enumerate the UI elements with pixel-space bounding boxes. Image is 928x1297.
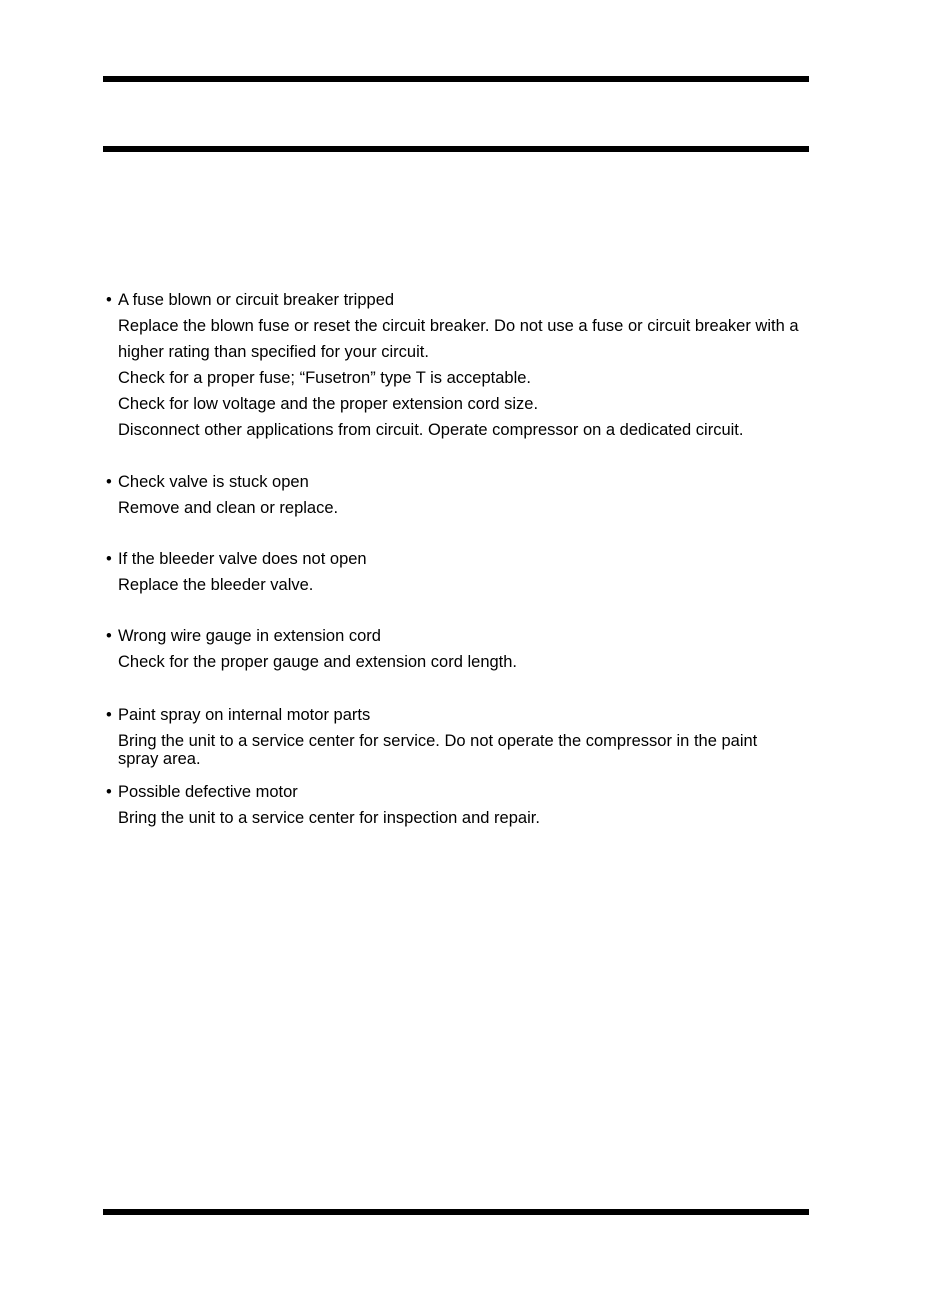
item-text: higher rating than specified for your circuit.: [118, 343, 429, 361]
header-rule: [103, 146, 809, 152]
item-heading: • If the bleeder valve does not open: [106, 550, 367, 568]
item-text: Disconnect other applications from circuit. Operate compressor on a dedicated circuit.: [118, 421, 744, 439]
item-text: Replace the blown fuse or reset the circuit breaker. Do not use a fuse or circuit breaker with a: [118, 317, 799, 335]
bullet-icon: •: [106, 783, 112, 801]
bullet-icon: •: [106, 550, 112, 568]
item-text: Check for the proper gauge and extension cord length.: [118, 653, 518, 671]
item-text: Replace the bleeder valve.: [118, 576, 314, 594]
footer-rule: [103, 1209, 809, 1215]
item-text: Bring the unit to a service center for inspection and repair.: [118, 809, 540, 827]
item-heading: • Wrong wire gauge in extension cord: [106, 627, 381, 645]
item-text: Remove and clean or replace.: [118, 499, 339, 517]
item-heading: • A fuse blown or circuit breaker tripped: [106, 291, 395, 309]
item-text: Bring the unit to a service center for service. Do not operate the compressor in the paint: [118, 732, 758, 750]
bullet-icon: •: [106, 291, 112, 309]
item-heading: • Possible defective motor: [106, 783, 298, 801]
bullet-icon: •: [106, 627, 112, 645]
bullet-icon: •: [106, 706, 112, 724]
item-text: Check for low voltage and the proper extension cord size.: [118, 395, 539, 413]
item-text: spray area.: [118, 750, 201, 768]
item-heading: • Check valve is stuck open: [106, 473, 309, 491]
item-heading: • Paint spray on internal motor parts: [106, 706, 371, 724]
item-text: Check for a proper fuse; “Fusetron” type T is acceptable.: [118, 369, 532, 387]
top-rule: [103, 76, 809, 82]
bullet-icon: •: [106, 473, 112, 491]
